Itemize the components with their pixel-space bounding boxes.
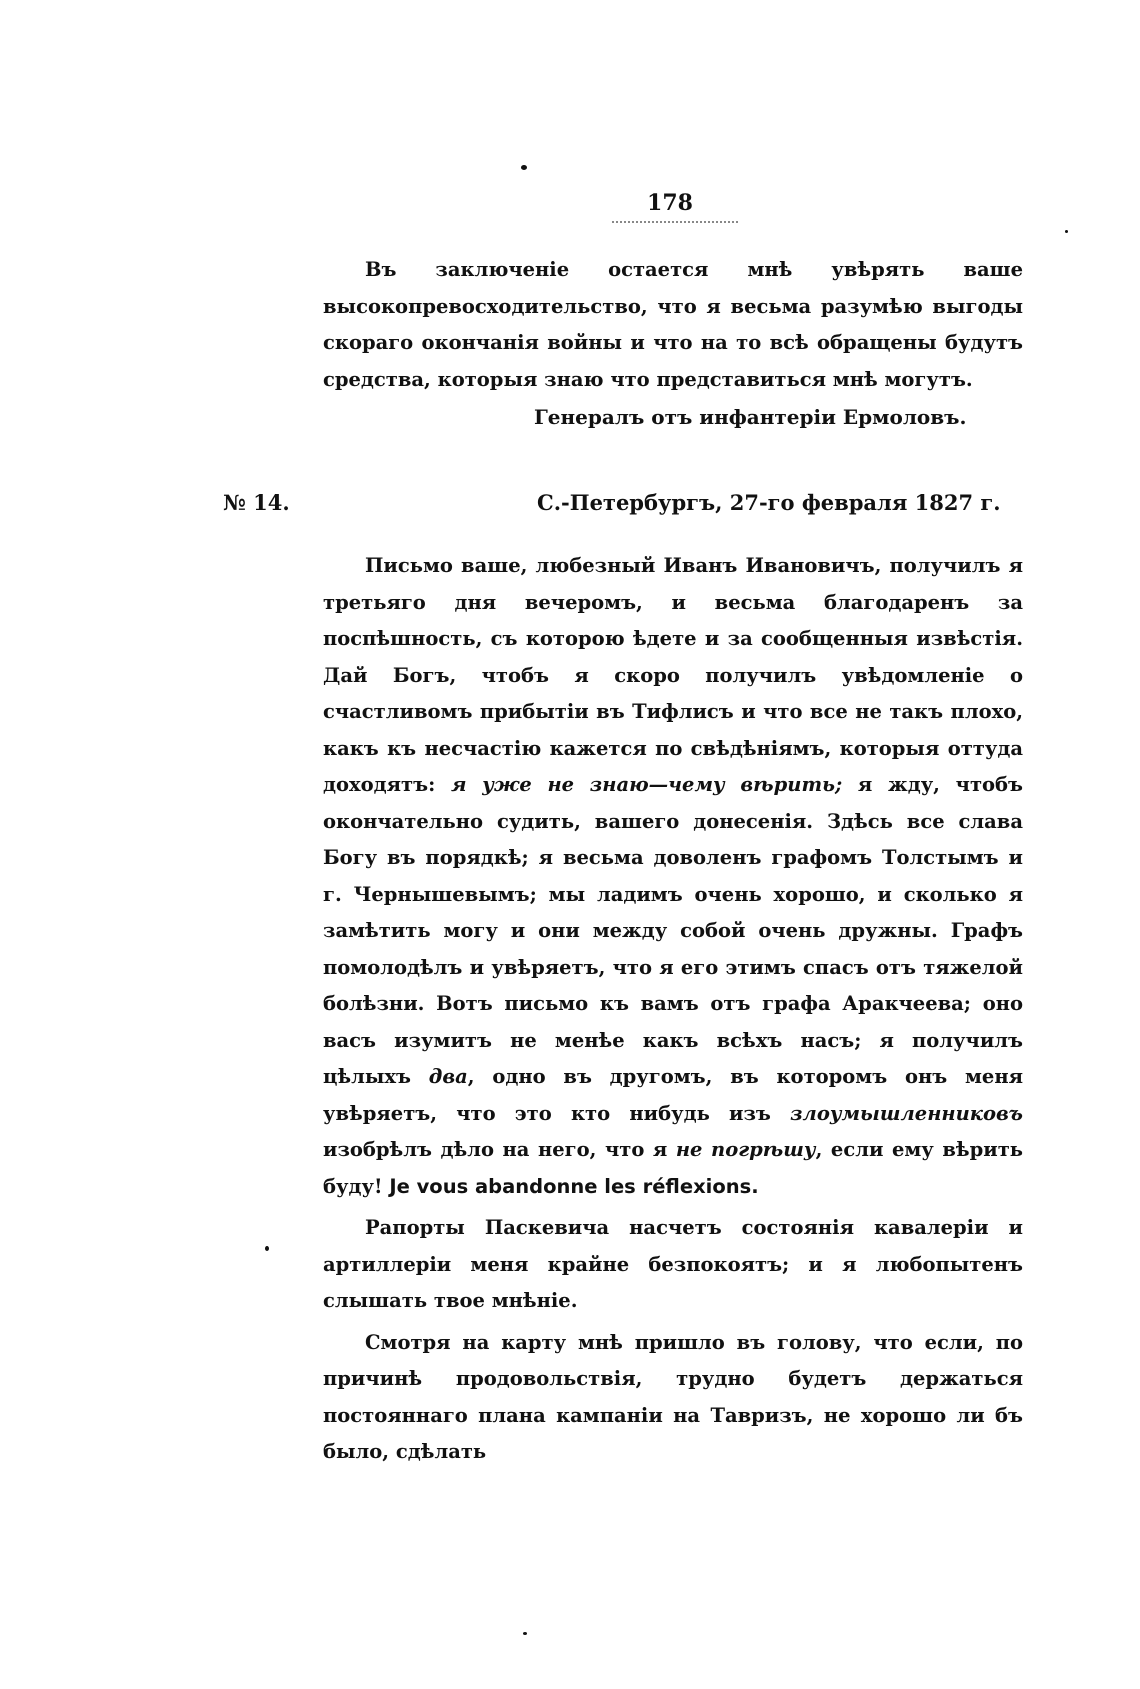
text-run: Письмо ваше, любезный Иванъ Ивановичъ, получилъ я третьяго дня вечеромъ, и весьма благодаренъ за поспѣшность, съ которою ѣдете и за сообщенныя извѣстія. Дай Богъ, чтобъ я скоро получилъ увѣдомленіе о счастливомъ прибытіи въ Тифлисъ и что все не такъ плохо, какъ къ несчастію кажется по свѣдѣніямъ, которыя оттуда доходятъ: — [323, 554, 1023, 796]
page-number: 178 — [647, 190, 693, 216]
letter-paragraph-3: Смотря на карту мнѣ пришло въ голову, что если, по причинѣ продовольствія, трудно будетъ держаться постояннаго плана кампаніи на Тавризъ, не хорошо ли бъ было, сдѣлать — [323, 1330, 1023, 1463]
text-run: изобрѣлъ дѣло на него, что я — [323, 1138, 668, 1161]
letter-paragraph-2: Рапорты Паскевича насчетъ состоянія кавалеріи и артиллеріи меня крайне безпокоятъ; и я любопытенъ слышать твое мнѣніе. — [323, 1216, 1023, 1312]
signature: Генералъ отъ инфантеріи Ермоловъ. — [534, 405, 967, 429]
page-number-ornament — [612, 221, 738, 223]
letter-paragraph-1 — [323, 548, 1023, 1205]
italic-run: два — [428, 1065, 468, 1088]
italic-run: не погрѣшу — [675, 1138, 816, 1161]
ink-speck — [265, 1246, 269, 1251]
letter-body — [323, 548, 1023, 1471]
text-run: , одно въ другомъ, въ которомъ онъ меня увѣряетъ, что это кто нибудь изъ — [323, 1065, 1023, 1125]
text-run: , если ему вѣрить буду! — [323, 1138, 1024, 1198]
italic-run: я уже не знаю—чему вѣрить; — [451, 773, 843, 796]
ink-speck — [521, 165, 527, 170]
place-date: С.-Петербургъ, 27-го февраля 1827 г. — [537, 490, 1001, 515]
closing-text: Въ заключеніе остается мнѣ увѣрять ваше высокопревосходительство, что я весьма разумѣю выгоды скораго окончанія войны и что на то всѣ обращены будутъ средства, которыя знаю что представиться мнѣ могутъ. — [323, 258, 1023, 391]
italic-run: злоумышленниковъ — [790, 1101, 1023, 1125]
document-number: № 14. — [223, 490, 290, 515]
text-run: я жду, чтобъ окончательно судить, вашего донесенія. Здѣсь все слава Богу въ порядкѣ; я весьма доволенъ графомъ Толстымъ и г. Чернышевымъ; мы ладимъ очень хорошо, и сколько я замѣтить могу и они между собой очень дружны. Графъ помолодѣлъ и увѣряетъ, что я его этимъ спасъ отъ тяжелой болѣзни. Вотъ письмо къ вамъ отъ графа Аракчеева; оно васъ изумитъ не менѣе какъ всѣхъ насъ; я получилъ цѣлыхъ — [323, 773, 1023, 1088]
ink-speck — [523, 1632, 527, 1635]
ink-speck — [1065, 230, 1068, 233]
latin-phrase: Je vous abandonne les réflexions. — [389, 1174, 759, 1198]
closing-paragraph — [323, 252, 1023, 398]
